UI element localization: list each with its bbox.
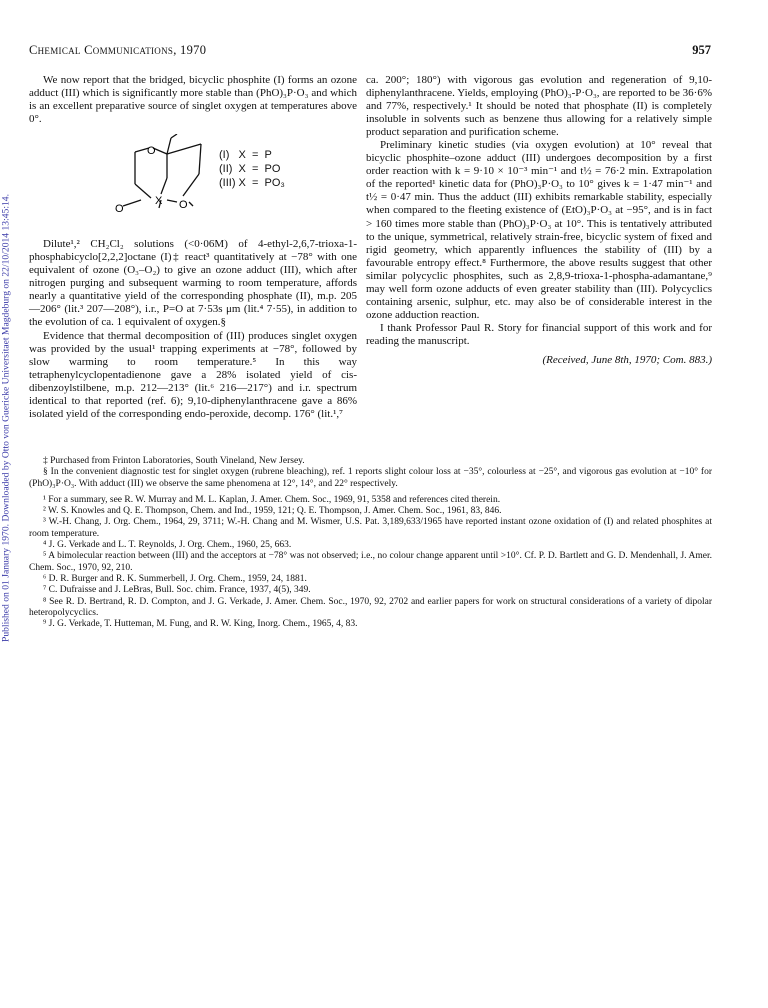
reference-1: ¹ For a summary, see R. W. Murray and M. L. Kaplan, J. Amer. Chem. Soc., 1969, 91, 5358 and references cited therein. [43,494,501,505]
continuation-paragraph: ca. 200°; 180°) with vigorous gas evolution and regeneration of 9,10-diphenylanthracene. Yields, employing (PhO)₃-P·O₃, are reported to be 36·6% and 77%, respectively.¹ It should be noted that phosphate (II) is completely insoluble in solvents such as benzene thus allowing for a relatively simple product separation and purification scheme. [366,74,712,139]
right-column [366,74,712,367]
structure-figure [29,134,357,226]
footnote-section: § In the convenient diagnostic test for singlet oxygen (rubrene bleaching), ref. 1 reports slight colour loss at −35°, colourless at −25°, and vigorous gas evolution at −10° for (PhO)₃P·O₃. With adduct (III) we observe the same phenomena at 12°, 14°, and 22° respectively. [29,467,712,489]
reference-4: ⁴ J. G. Verkade and L. T. Reynolds, J. Org. Chem., 1960, 25, 663. [43,540,292,551]
compound-iii: (III) X = PO₃ [219,177,285,190]
oxygen-top-label: O [147,145,156,158]
footnote-double-dagger: ‡ Purchased from Frinton Laboratories, South Vineland, New Jersey. [43,456,305,466]
oxygen-left-label: O [115,203,124,216]
reference-7: ⁷ C. Dufraisse and J. LeBras, Bull. Soc. chim. France, 1937, 4(5), 349. [43,585,311,596]
notes-section [29,456,712,630]
bicyclic-structure-diagram [113,134,223,224]
compound-i: (I) X = P [219,149,272,162]
reference-3: ³ W.-H. Chang, J. Org. Chem., 1964, 29, 3711; W.-H. Chang and M. Wismer, U.S. Pat. 3,189,633/1965 have reported instant ozone oxidation of (I) and related phosphites at room temperature. [29,517,712,539]
reference-9: ⁹ J. G. Verkade, T. Hutteman, M. Fung, and R. W. King, Inorg. Chem., 1965, 4, 83. [43,619,358,630]
synthesis-paragraph: Dilute¹,² CH₂Cl₂ solutions (<0·06M) of 4-ethyl-2,6,7-trioxa-1-phosphabicyclo[2,2,2]octane (I)‡ react³ quantitatively at −78° with one equivalent of ozone (O₃–O₂) to give an ozone adduct (III), which after nitrogen purging and subsequent warming to room temperature, affords nearly a quantitative yield of the corresponding phosphate (II), m.p. 205—206° (lit.³ 207—208°), i.r., P=O at 7·53s μm (lit.⁴ 7·55), in addition to the evolution of ca. 1 equivalent of oxygen.§ [29,238,357,329]
compound-ii: (II) X = PO [219,163,281,176]
evidence-paragraph: Evidence that thermal decomposition of (III) produces singlet oxygen was provided by the usual¹ trapping experiments at −78°, followed by slow warming to room temperature.⁵ In this way tetraphenylcyclopentadienone gave a 28% isolated yield of cis-dibenzoylstilbene, m.p. 212—213° (lit.⁶ 216—217°) and i.r. spectrum identical to that reported (ref. 6); 9,10-diphenylanthracene gave a 86% isolated yield of the corresponding endo-peroxide, decomp. 176° (lit.¹,⁷ [29,329,357,420]
received-text: (Received, June 8th, 1970; Com. 883.) [542,353,712,366]
reference-5: ⁵ A bimolecular reaction between (III) and the acceptors at −78° was not observed; i.e., no colour change apparent until >10°. Cf. P. D. Bartlett and G. D. Mendenhall, J. Amer. Chem. Soc., 1970, 92, 210. [29,551,712,573]
compound-legend [219,148,285,190]
download-watermark-text: Published on 01 January 1970. Downloaded by Otto von Guericke Universitaet Magdeburg on 22/10/2014 13:45:14. [0,193,12,643]
reference-2: ² W. S. Knowles and Q. E. Thompson, Chem. and Ind., 1959, 121; Q. E. Thompson, J. Amer. Chem. Soc., 1961, 83, 846. [43,506,502,517]
reference-6: ⁶ D. R. Burger and R. K. Summerbell, J. Org. Chem., 1959, 24, 1881. [43,573,307,584]
oxygen-right-label: O [179,199,188,212]
intro-paragraph: We now report that the bridged, bicyclic phosphite (I) forms an ozone adduct (III) which is significantly more stable than (PhO)₃P·O₃ and which is an excellent preparative source of singlet oxygen at temperatures above 0°. [29,74,357,126]
reference-8: ⁸ See R. D. Bertrand, R. D. Compton, and J. G. Verkade, J. Amer. Chem. Soc., 1970, 92, 2702 and earlier papers for work on structural considerations of a variety of dipolar heteropolycyclics. [29,596,712,618]
left-column [29,74,357,421]
page-number: 957 [692,43,711,57]
journal-title: Chemical Communications, 1970 [29,43,207,57]
acknowledgement-paragraph: I thank Professor Paul R. Story for financial support of this work and for reading the manuscript. [366,321,712,347]
kinetics-paragraph: Preliminary kinetic studies (via oxygen evolution) at 10° reveal that bicyclic phosphite–ozone adduct (III) undergoes decomposition by a first order reaction with k = 9·10 × 10⁻³ min⁻¹ and t½ = 76·2 min. Extrapolation of the reported¹ kinetic data for (PhO)₃P·O₃ to 10° gives k = 1·47 min⁻¹ and t½ = 0·47 min. Thus the adduct (III) exhibits remarkable stability, especially when compared to the fleeting existence of (EtO)₃P·O₃ at −95°, and is in fact > 160 times more stable than (PhO)₃P·O₃ at 10°. This is tentatively attributed to the unique, symmetrical, relatively strain-free, bicyclic system of fixed and rigid geometry, which apparently influences the stability of (III) by a favourable entropy effect.⁸ Furthermore, the above results suggest that other similar polycyclic phosphites, such as 2,8,9-trioxa-1-phospha-adamantane,⁹ may well form ozone adducts of even greater stability than (III). Polycyclics containing arsenic, sulphur, etc. may also be of considerable interest in the ozone adduction reaction. [366,139,712,321]
download-watermark [0,28,18,808]
received-date [366,354,712,367]
x-atom-label: X [155,195,163,208]
page-header [29,43,711,59]
